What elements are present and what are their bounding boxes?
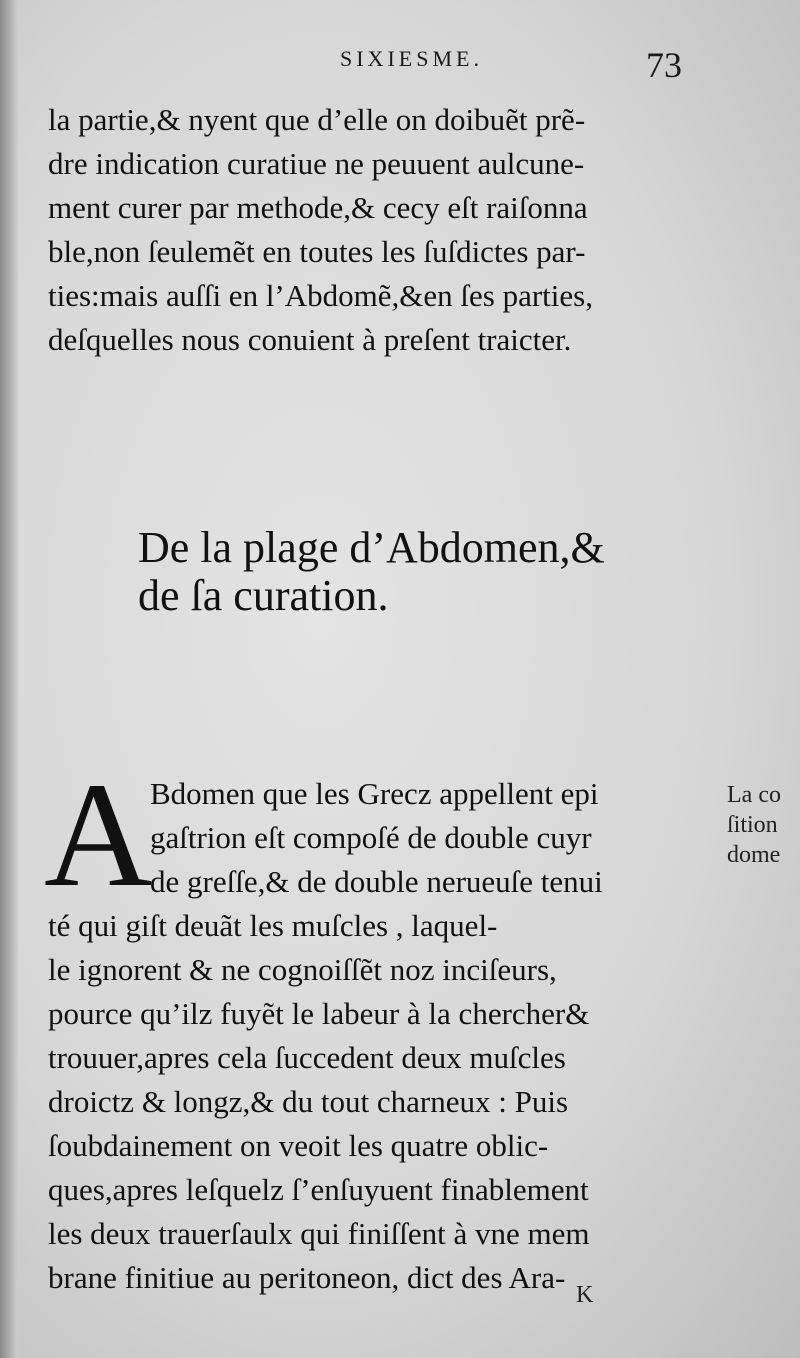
signature-mark: K [576, 1282, 594, 1308]
text-line: té qui giſt deuãt les muſcles , laquel- [48, 908, 498, 943]
text-line: la partie,& nyent que d’elle on doibuẽt prẽ- [48, 102, 586, 137]
heading-line: De la plage d’Abdomen,& [138, 523, 605, 572]
drop-cap: A [44, 752, 153, 918]
page-gutter [0, 0, 18, 1358]
text-line: ques,apres leſquelz ſ’enſuyuent finablement [48, 1172, 589, 1207]
text-line: pource qu’ilz fuyẽt le labeur à la chercher& [48, 996, 590, 1031]
text-line: les deux trauerſaulx qui finiſſent à vne mem [48, 1216, 590, 1251]
margin-note-line: ſition [727, 812, 778, 838]
text-block-top [48, 98, 708, 362]
text-line: droictz & longz,& du tout charneux : Puis [48, 1084, 569, 1119]
text-line: deſquelles nous conuient à preſent traicter. [48, 322, 572, 357]
indented-lines [150, 772, 710, 904]
text-line: Bdomen que les Grecz appellent epi [150, 776, 599, 811]
margin-note [727, 780, 781, 870]
text-line: ble,non ſeulemẽt en toutes les ſuſdictes par- [48, 234, 586, 269]
text-line: brane finitiue au peritoneon, dict des Ara- [48, 1260, 566, 1295]
heading-line: de ſa curation. [138, 571, 389, 620]
text-block-body [48, 904, 708, 1300]
page-number: 73 [646, 45, 682, 85]
text-line: de greſſe,& de double nerueuſe tenui [150, 864, 603, 899]
section-heading [138, 524, 605, 620]
running-head: SIXIESME. [340, 46, 483, 71]
margin-note-line: dome [727, 842, 781, 868]
text-line: gaſtrion eſt compoſé de double cuyr [150, 820, 592, 855]
text-line: ſoubdainement on veoit les quatre oblic- [48, 1128, 549, 1163]
text-line: le ignorent & ne cognoiſſẽt noz inciſeurs, [48, 952, 557, 987]
text-line: trouuer,apres cela ſuccedent deux muſcles [48, 1040, 566, 1075]
text-line: ties:mais auſſi en l’Abdomẽ,&en ſes parties, [48, 278, 593, 313]
text-line: ment curer par methode,& cecy eſt raiſonna [48, 190, 588, 225]
margin-note-line: La co [727, 782, 781, 808]
text-line: dre indication curatiue ne peuuent aulcune- [48, 146, 585, 181]
